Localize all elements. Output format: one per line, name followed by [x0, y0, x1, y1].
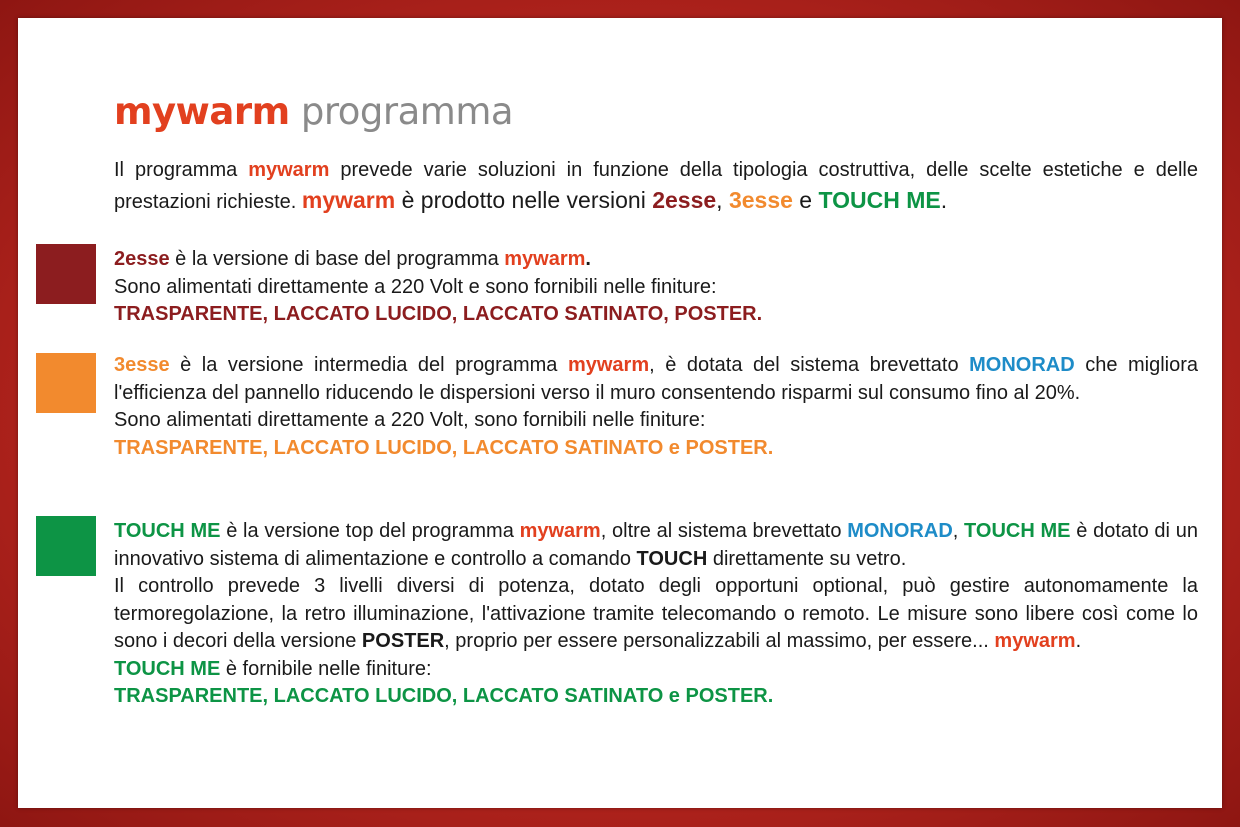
intro-and: e [792, 187, 819, 213]
swatch-2esse [36, 244, 96, 304]
section-3esse [114, 352, 1198, 462]
touch-me-mention: TOUCH ME [964, 520, 1071, 542]
brand-mention: mywarm [504, 248, 586, 270]
section-2esse-name: 2esse [114, 248, 170, 270]
section-touch-name: TOUCH ME [114, 520, 221, 542]
section-touch-control-text-2: , proprio per essere personalizzabili al massimo, per essere... [444, 630, 995, 652]
intro-text-2: prevede varie soluzioni in funzione della tipologia costruttiva, delle scelte estetiche e delle prestazioni richieste. [114, 159, 1198, 213]
swatch-3esse [36, 353, 96, 413]
section-touch-comma: , [952, 520, 965, 542]
section-touch-text-2: , oltre al sistema brevettato [600, 520, 848, 542]
title-brand: mywarm [114, 90, 290, 133]
section-touch-finishes-intro: è fornibile nelle finiture: [220, 657, 432, 680]
version-2esse: 2esse [652, 187, 717, 213]
version-touch-me: TOUCH ME [818, 187, 941, 213]
brand-mention: mywarm [994, 630, 1076, 652]
content-panel [18, 18, 1222, 808]
section-2esse [114, 246, 1198, 329]
section-2esse-power: Sono alimentati direttamente a 220 Volt e sono fornibili nelle finiture: [114, 275, 717, 298]
section-touch-finishes: TRASPARENTE, LACCATO LUCIDO, LACCATO SATINATO e POSTER. [114, 685, 774, 707]
section-touch-dot: . [1075, 630, 1082, 652]
intro-text-1: Il programma [114, 159, 249, 181]
title-rest: programma [300, 90, 514, 133]
section-touch-me [114, 518, 1198, 711]
section-3esse-text-3: che migliora l'efficienza del pannello riducendo le dispersioni verso il muro consentendo risparmi sul consumo fino al 20%. [114, 354, 1198, 404]
section-touch-control-text: Il controllo prevede 3 livelli diversi di potenza, dotato degli opportuni optional, può gestire autonomamente la termoregolazione, la retro illuminazione, l'attivazione tramite telecomando o remoto. Le misure sono libere così come lo sono i decori della versione [114, 575, 1198, 652]
intro-dot: . [940, 187, 948, 213]
version-3esse: 3esse [728, 187, 793, 213]
section-2esse-finishes: TRASPARENTE, LACCATO LUCIDO, LACCATO SATINATO, POSTER. [114, 303, 763, 325]
poster-mention: POSTER [361, 630, 445, 652]
monorad-mention: MONORAD [969, 354, 1075, 376]
brand-mention: mywarm [567, 354, 650, 376]
brand-mention: mywarm [248, 159, 330, 181]
intro-comma: , [716, 187, 729, 213]
section-touch-text-4: direttamente su vetro. [707, 547, 907, 570]
intro-paragraph [114, 155, 1198, 217]
monorad-mention: MONORAD [847, 520, 953, 542]
section-3esse-text-2: , è dotata del sistema brevettato [649, 354, 970, 376]
brand-mention: mywarm [301, 187, 396, 213]
section-3esse-name: 3esse [114, 354, 170, 376]
swatch-touch-me [36, 516, 96, 576]
section-touch-text-3: è dotato di un innovativo sistema di alimentazione e controllo a comando [114, 520, 1198, 570]
touch-mention: TOUCH [636, 547, 708, 570]
brand-mention: mywarm [519, 520, 601, 542]
section-3esse-text-1: è la versione intermedia del programma [169, 354, 568, 376]
intro-text-3: è prodotto nelle versioni [395, 187, 653, 213]
touch-me-mention: TOUCH ME [114, 657, 221, 680]
section-2esse-dot: . [585, 248, 591, 270]
section-touch-text-1: è la versione top del programma [220, 520, 520, 542]
section-2esse-text: è la versione di base del programma [169, 248, 505, 270]
page-title [114, 90, 513, 134]
section-3esse-power: Sono alimentati direttamente a 220 Volt, sono fornibili nelle finiture: [114, 409, 706, 431]
section-3esse-finishes: TRASPARENTE, LACCATO LUCIDO, LACCATO SATINATO e POSTER. [114, 436, 774, 459]
